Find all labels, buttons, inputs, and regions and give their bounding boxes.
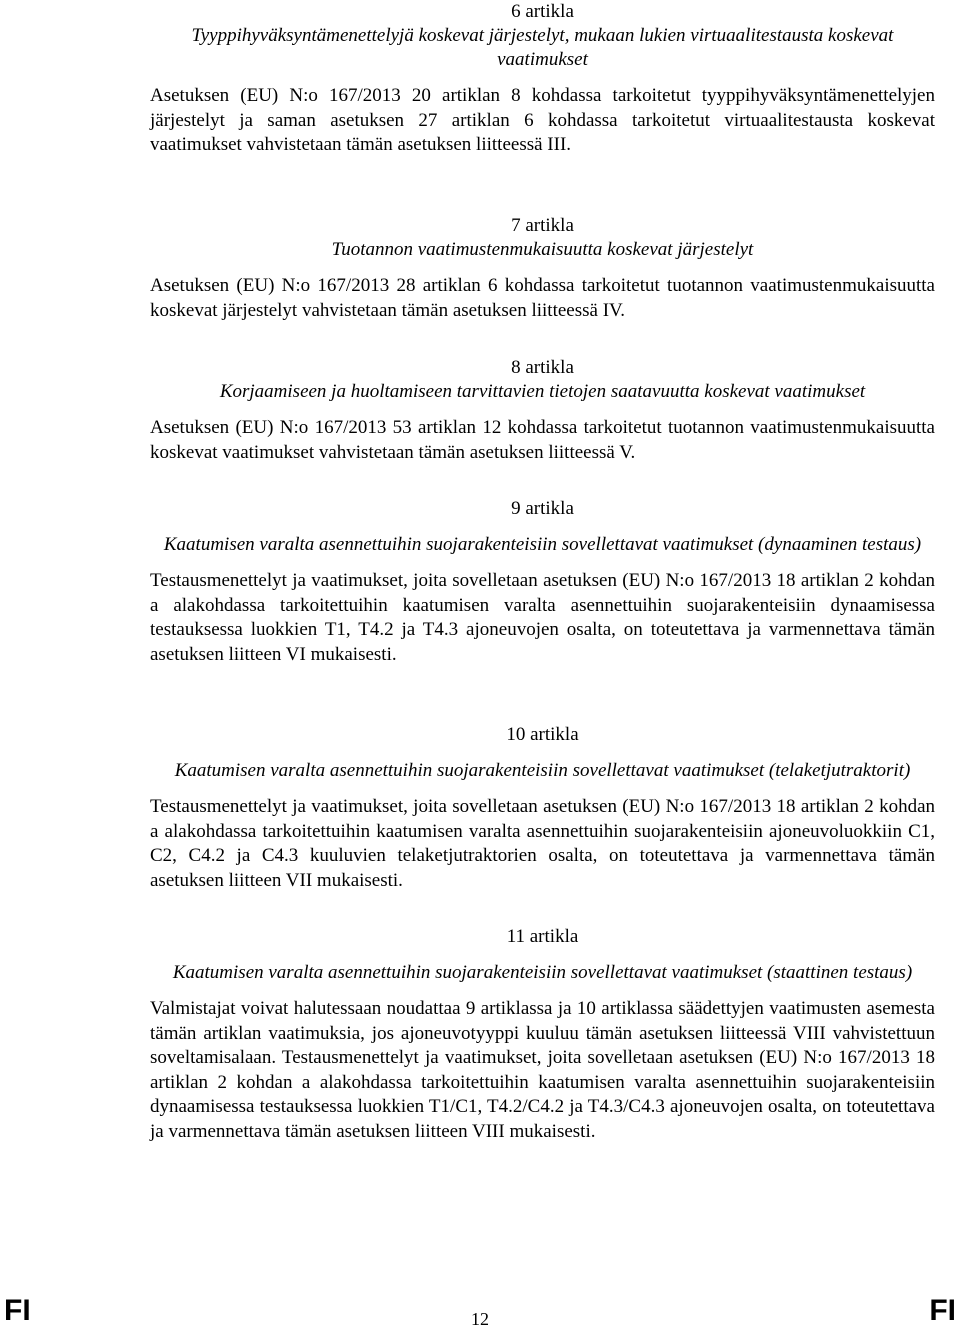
article-title: Tuotannon vaatimustenmukaisuutta koskevat järjestelyt: [331, 239, 754, 260]
footer-language-code-left: FI: [4, 1294, 31, 1327]
article-body: Testausmenettelyt ja vaatimukset, joita sovelletaan asetuksen (EU) N:o 167/2013 18 artiklan 2 kohdan a alakohdassa tarkoitettuihin kaatumisen varalta asennettuihin suojarakenteisiin ajoneuvoluokkiin C1, C2, C4.2 ja C4.3 kuuluvien telaketjutraktorien osalta, on toteutettava ja varmennettava tämän asetuksen liitteen VII mukaisesti.: [150, 796, 935, 891]
article-number: 11 artikla: [506, 926, 579, 947]
footer-language-code-right: FI: [929, 1294, 956, 1327]
article-title: Korjaamiseen ja huoltamiseen tarvittavien tietojen saatavuutta koskevat vaatimukset: [219, 381, 866, 402]
article-body: Valmistajat voivat halutessaan noudattaa 9 artiklassa ja 10 artiklassa säädettyjen vaatimusten asemesta tämän artiklan vaatimuksia, jos ajoneuvotyyppi kuuluu tämän asetuksen liitteessä VIII vahvistettuun soveltamisalaan. Testausmenettelyt ja vaatimukset, joita sovelletaan asetuksen (EU) N:o 167/2013 18 artiklan 2 kohdan a alakohdassa tarkoitettuihin kaatumisen varalta asennettuihin suojarakenteisiin dynaamisessa testauksessa luokkien T1/C1, T4.2/C4.2 ja T4.3/C4.3 ajoneuvojen osalta, on toteutettava ja varmennettava tämän asetuksen liitteen VIII mukaisesti.: [150, 998, 935, 1142]
article-title: Kaatumisen varalta asennettuihin suojarakenteisiin sovellettavat vaatimukset (dynaaminen testaus): [163, 534, 922, 555]
article-8: [150, 356, 935, 465]
article-9: [150, 497, 935, 667]
article-10: [150, 723, 935, 893]
article-title: Kaatumisen varalta asennettuihin suojarakenteisiin sovellettavat vaatimukset (telaketjutraktorit): [174, 760, 911, 781]
article-body: Asetuksen (EU) N:o 167/2013 53 artiklan 12 kohdassa tarkoitetut tuotannon vaatimustenmukaisuutta koskevat vaatimukset vahvistetaan tämän asetuksen liitteessä V.: [150, 417, 935, 463]
article-number: 6 artikla: [511, 1, 574, 22]
article-number: 8 artikla: [511, 357, 574, 378]
page-number: 12: [471, 1309, 489, 1329]
article-number: 9 artikla: [511, 498, 574, 519]
article-title: Kaatumisen varalta asennettuihin suojarakenteisiin sovellettavat vaatimukset (staattinen testaus): [172, 962, 913, 983]
article-title: Tyyppihyväksyntämenettelyjä koskevat järjestelyt, mukaan lukien virtuaalitestausta koskevat vaatimukset: [191, 25, 894, 70]
article-body: Asetuksen (EU) N:o 167/2013 28 artiklan 6 kohdassa tarkoitetut tuotannon vaatimustenmukaisuutta koskevat järjestelyt vahvistetaan tämän asetuksen liitteessä IV.: [150, 275, 935, 321]
article-body: Asetuksen (EU) N:o 167/2013 20 artiklan 8 kohdassa tarkoitetut tyyppihyväksyntämenettelyjen järjestelyt ja saman asetuksen 27 artiklan 6 kohdassa tarkoitetut virtuaalitestausta koskevat vaatimukset vahvistetaan tämän asetuksen liitteessä III.: [150, 85, 935, 155]
article-6: [150, 0, 935, 158]
article-number: 10 artikla: [506, 724, 579, 745]
article-11: [150, 925, 935, 1144]
article-body: Testausmenettelyt ja vaatimukset, joita sovelletaan asetuksen (EU) N:o 167/2013 18 artiklan 2 kohdan a alakohdassa tarkoitettuihin kaatumisen varalta asennettuihin suojarakenteisiin dynaamisessa testauksessa luokkien T1, T4.2 ja T4.3 ajoneuvojen osalta, on toteutettava ja varmennettava tämän asetuksen liitteen VI mukaisesti.: [150, 570, 935, 665]
article-number: 7 artikla: [511, 215, 574, 236]
article-7: [150, 214, 935, 323]
